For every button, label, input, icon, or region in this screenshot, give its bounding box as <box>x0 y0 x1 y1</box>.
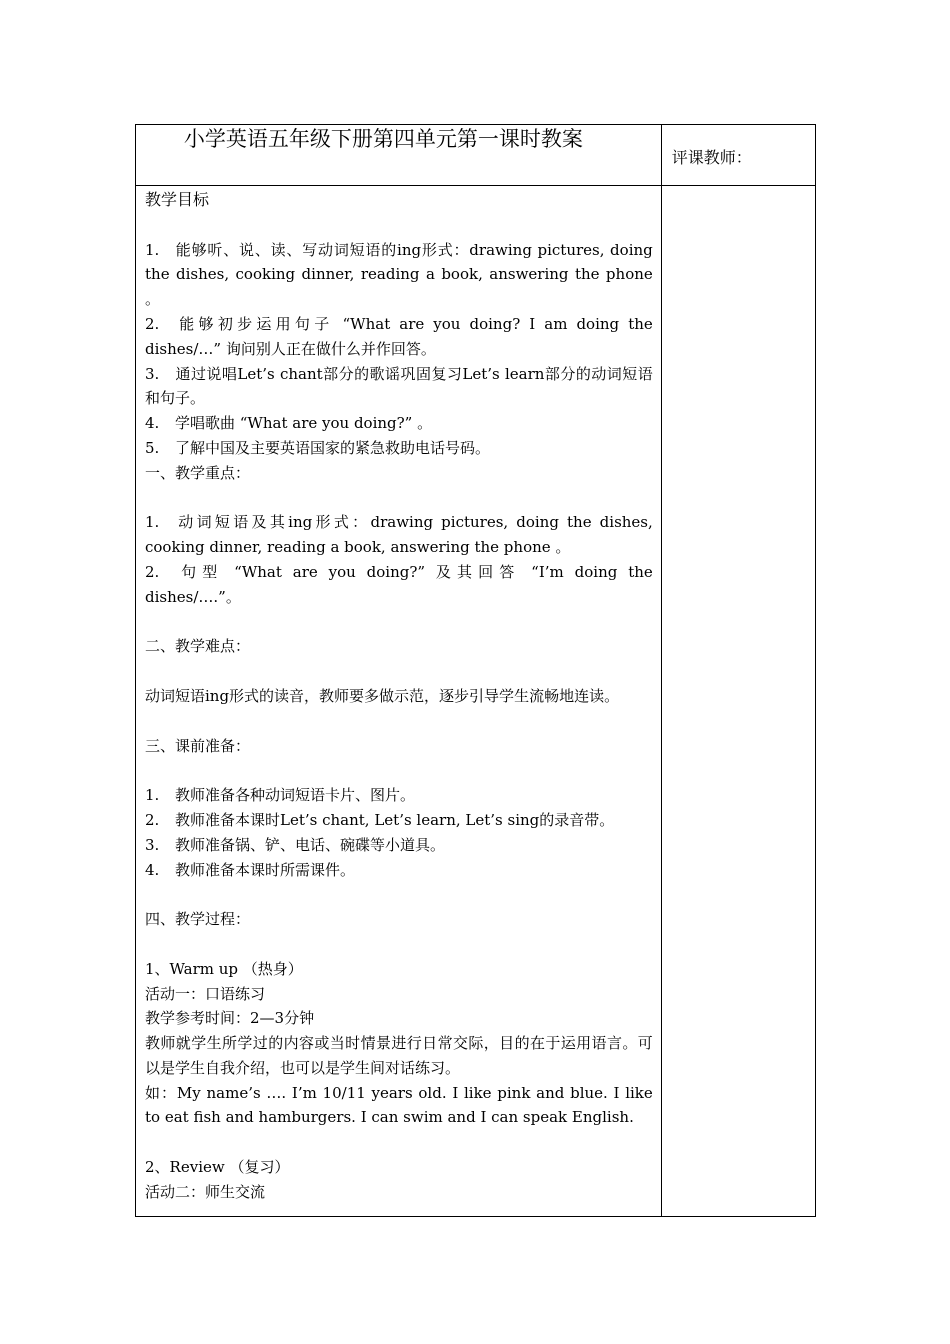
difficulties-heading: 二、教学难点： <box>145 637 251 656</box>
objective-item: 3. 通过说唱Let’s chant部分的歌谣巩固复习Let’s learn部分的动词短语和句子。 <box>145 364 653 408</box>
warmup-time: 教学参考时间：2—3分钟 <box>145 1009 315 1028</box>
lesson-plan-table <box>135 124 816 1217</box>
title-cell <box>136 125 662 186</box>
reviewer-cell <box>661 125 815 186</box>
warmup-activity: 活动一：口语练习 <box>145 984 266 1003</box>
document-title: 小学英语五年级下册第四单元第一课时教案 <box>183 127 583 151</box>
review-activity: 活动二：师生交流 <box>145 1182 266 1201</box>
preparation-item: 4. 教师准备本课时所需课件。 <box>145 860 356 879</box>
preparation-item: 1. 教师准备各种动词短语卡片、图片。 <box>145 786 416 805</box>
lesson-content <box>145 186 653 1205</box>
key-point-item: 1. 动词短语及其ing形式：drawing pictures, doing the dishes, cooking dinner, reading a book, answering the phone 。 <box>145 513 653 557</box>
objective-item: 4. 学唱歌曲 “What are you doing?” 。 <box>145 414 433 433</box>
objectives-heading: 教学目标 <box>145 190 210 209</box>
review-title: 2、Review （复习） <box>145 1158 290 1177</box>
reviewer-label: 评课教师： <box>671 148 752 167</box>
content-cell <box>136 186 662 1217</box>
warmup-example: 如：My name’s …. I’m 10/11 years old. I like pink and blue. I like to eat fish and hamburgers. I can swim and I can speak English. <box>145 1083 653 1127</box>
header-row <box>136 125 816 186</box>
objective-item: 2. 能够初步运用句子 “What are you doing? I am doing the dishes/…” 询问别人正在做什么并作回答。 <box>145 314 653 358</box>
process-heading: 四、教学过程： <box>145 910 251 929</box>
warmup-description: 教师就学生所学过的内容或当时情景进行日常交际，目的在于运用语言。可以是学生自我介绍，也可以是学生间对话练习。 <box>145 1034 653 1077</box>
objective-item: 1. 能够听、说、读、写动词短语的ing形式：drawing pictures, doing the dishes, cooking dinner, reading a book, answering the phone 。 <box>145 240 653 309</box>
body-row <box>136 186 816 1217</box>
reviewer-notes-cell <box>661 186 815 1217</box>
objective-item: 5. 了解中国及主要英语国家的紧急救助电话号码。 <box>145 438 491 457</box>
preparation-item: 3. 教师准备锅、铲、电话、碗碟等小道具。 <box>145 835 446 854</box>
preparation-heading: 三、课前准备： <box>145 736 251 755</box>
difficulties-text: 动词短语ing形式的读音，教师要多做示范，逐步引导学生流畅地连读。 <box>145 686 620 705</box>
key-points-heading: 一、教学重点： <box>145 463 251 482</box>
warmup-title: 1、Warm up （热身） <box>145 959 303 978</box>
key-point-item: 2. 句型 “What are you doing?” 及其回答 “I’m doing the dishes/….”。 <box>145 562 653 606</box>
preparation-item: 2. 教师准备本课时Let’s chant, Let’s learn, Let’s sing的录音带。 <box>145 810 615 829</box>
